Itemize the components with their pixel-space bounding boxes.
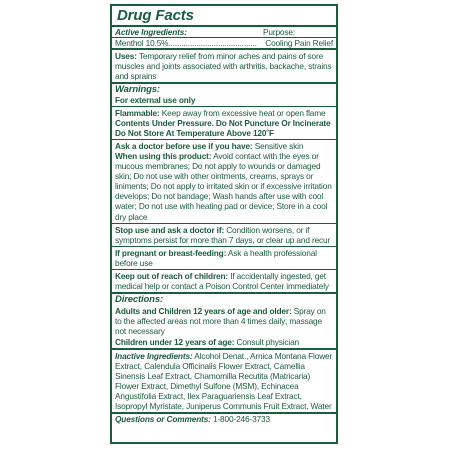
adults-directions (115, 305, 333, 337)
active-ingredients-header (115, 27, 333, 37)
flammable-text: Keep away from excessive heat or open flame (161, 107, 326, 118)
children-text: If accidentally ingested, get medical help or contact a Poison Control Center immediately (115, 270, 329, 292)
ask-text: Sensitive skin (254, 140, 304, 151)
pregnant-text: Ask a health professional before use (115, 247, 317, 268)
flammable-section (115, 107, 333, 139)
panel-title: Drug Facts (117, 7, 194, 24)
stop-text: Condition worsens, or if symptoms persist for more than 7 days, or clear up and recur (115, 224, 331, 245)
ask-doctor-section (115, 140, 333, 223)
active-heading: Active Ingredients: (115, 27, 187, 37)
children-label: Keep out of reach of children: (115, 270, 229, 281)
active-ingredient: Menthol 10.5%......................................... (115, 38, 257, 49)
warnings-heading: Warnings: (115, 84, 160, 96)
uses-section (115, 50, 333, 82)
adults-text: Spray on to the affected areas not more than 4 times daily; massage not necessary (115, 306, 326, 337)
pressure-warning-1: Contents Under Pressure. Do Not Puncture Or Incinerate (115, 117, 331, 128)
pressure-warning-2: Do Not Store At Temperature Above 120˚F (115, 127, 274, 138)
questions-phone: 1-800-246-3733 (212, 414, 270, 425)
purpose-heading: Purpose: (262, 27, 295, 37)
ask-label: Ask a doctor before use if you have: (115, 140, 253, 151)
questions-label: Questions or Comments: (115, 414, 211, 425)
uses-label: Uses: (115, 51, 137, 62)
under12-label: Children under 12 years of age: (115, 337, 235, 348)
under12-text: Consult physician (236, 337, 300, 348)
active-ingredient-row (115, 38, 333, 48)
flammable-label: Flammable: (115, 107, 160, 118)
drug-facts-panel (110, 4, 338, 444)
adults-label: Adults and Children 12 years of age and older: (115, 306, 292, 317)
inactive-text: Alcohol Denat., Arnica Montana Flower Extract, Calendula Officinalis Flower Extract, Camellia Sinensis Leaf Extract, Chamomilla Recutita (Matricaria) Flower Extract, Dimethyl Sulfone (MSM), Echinacea Angustifolia Extract, Ilex Paraguariensis Leaf Extract, Isopropyl Myristate, Juniperus Communis Fruit Extract, Water (115, 350, 333, 411)
using-label: When using this product: (115, 150, 212, 161)
questions-section (115, 414, 333, 424)
stop-use-section (115, 224, 333, 246)
stop-label: Stop use and ask a doctor if: (115, 224, 225, 235)
children-section (115, 270, 333, 292)
using-text: Avoid contact with the eyes or mucous membranes; Do not apply to wounds or damaged skin; Do not use with other ointments, creams, sprays or liniments; Do not apply to irritated skin or if excessive irritation develops; Do not bandage; Wash hands after use with cool water; Do not use with heating pad or device; Store in a cool dry place (115, 150, 332, 222)
active-purpose: Cooling Pain Relief (265, 38, 333, 49)
external-use: For external use only (115, 95, 196, 106)
pregnant-label: If pregnant or breast-feeding: (115, 247, 227, 258)
under12-directions (115, 337, 333, 347)
inactive-label: Inactive Ingredients: (115, 350, 193, 361)
pregnant-section (115, 247, 333, 269)
uses-text: Temporary relief from minor aches and pains of sore muscles and joints associated with arthritis, backache, strains and sprains (115, 51, 332, 82)
directions-heading: Directions: (115, 294, 163, 306)
inactive-ingredients-section (115, 350, 333, 413)
